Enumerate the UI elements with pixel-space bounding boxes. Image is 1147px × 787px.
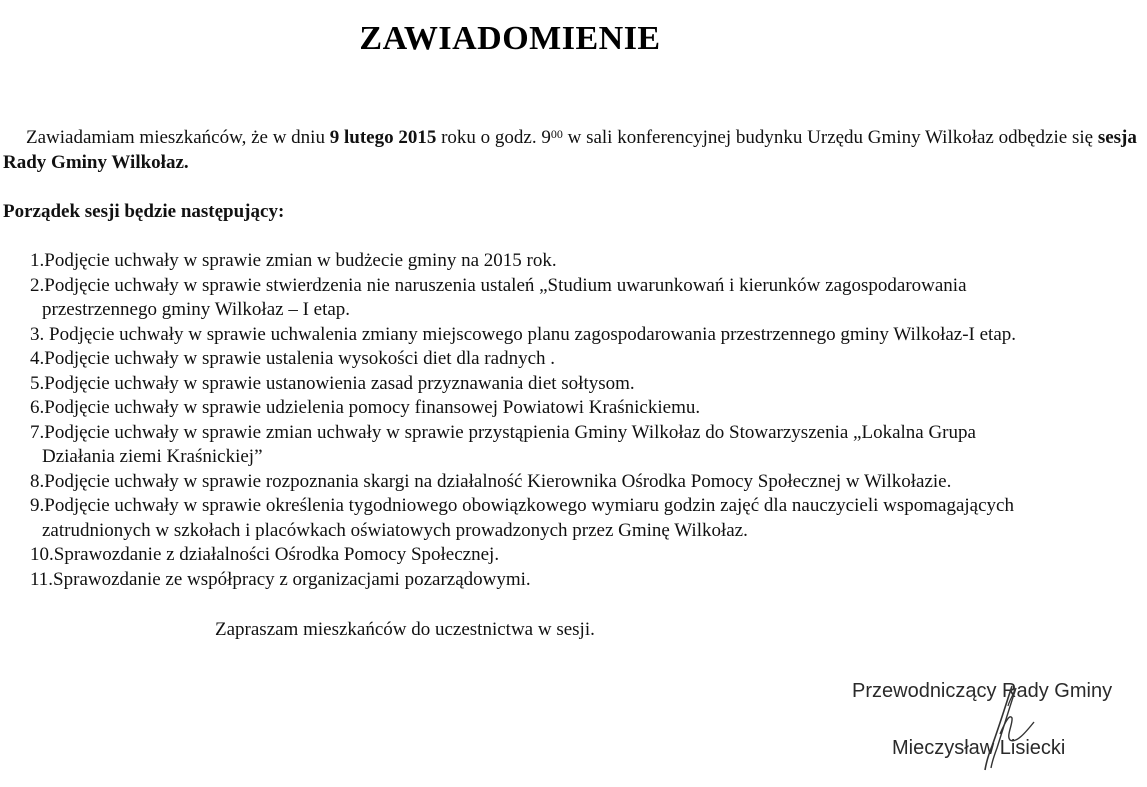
signatory-name: Mieczysław Lisiecki: [892, 737, 1066, 759]
agenda-item: [30, 421, 1145, 470]
agenda-item-text: 6.Podjęcie uchwały w sprawie udzielenia pomocy finansowej Powiatowi Kraśnickiemu.: [30, 397, 701, 418]
agenda-item-text: 1.Podjęcie uchwały w sprawie zmian w budżecie gminy na 2015 rok.: [30, 250, 557, 271]
agenda-item-continuation: Działania ziemi Kraśnickiej”: [42, 446, 263, 467]
agenda-item: [30, 470, 1145, 495]
agenda-heading: Porządek sesji będzie następujący:: [3, 201, 285, 222]
agenda-item-text: 5.Podjęcie uchwały w sprawie ustanowienia zasad przyznawania diet sołtysom.: [30, 372, 635, 394]
agenda-item: [30, 543, 1145, 568]
agenda-item: [30, 396, 1145, 421]
agenda-item: [30, 347, 1145, 372]
agenda-item: [30, 372, 1145, 397]
agenda-item-text: 10.Sprawozdanie z działalności Ośrodka Pomocy Społecznej.: [30, 544, 500, 565]
invitation-text: Zapraszam mieszkańców do uczestnictwa w sesji.: [215, 619, 595, 640]
agenda-item-text: 7.Podjęcie uchwały w sprawie zmian uchwały w sprawie przystąpienia Gminy Wilkołaz do Stowarzyszenia „Lokalna Grupa: [30, 421, 976, 443]
agenda-item: [30, 323, 1145, 348]
session-date: 9 lutego 2015: [329, 127, 437, 148]
session-time-minutes: 00: [550, 127, 563, 141]
agenda-item-text: 4.Podjęcie uchwały w sprawie ustalenia wysokości diet dla radnych .: [30, 348, 555, 369]
intro-paragraph: [3, 125, 1143, 175]
agenda-item-continuation: zatrudnionych w szkołach i placówkach oświatowych prowadzonych przez Gminę Wilkołaz.: [42, 519, 748, 541]
session-name: sesja Rady Gminy Wilkołaz.: [3, 127, 1137, 173]
agenda-item: [30, 274, 1145, 323]
agenda-item: [30, 568, 1145, 593]
signatory-role: Przewodniczący Rady Gminy: [852, 680, 1113, 702]
agenda-item: [30, 494, 1145, 543]
intro-text-3: w sali konferencyjnej budynku Urzędu Gminy Wilkołaz odbędzie się: [562, 127, 1098, 148]
agenda-item-text: 8.Podjęcie uchwały w sprawie rozpoznania skargi na działalność Kierownika Ośrodka Pomocy Społecznej w Wilkołazie.: [30, 470, 952, 492]
agenda-list: [30, 249, 1145, 592]
agenda-item-text: 9.Podjęcie uchwały w sprawie określenia tygodniowego obowiązkowego wymiaru godzin zajęć dla nauczycieli wspomagających: [30, 495, 1014, 516]
agenda-item-text: 3. Podjęcie uchwały w sprawie uchwalenia zmiany miejscowego planu zagospodarowania przestrzennego gminy Wilkołaz-I etap.: [30, 323, 1017, 345]
agenda-item-text: 2.Podjęcie uchwały w sprawie stwierdzenia nie naruszenia ustaleń „Studium uwarunkowań i kierunków zagospodarowania: [30, 274, 967, 296]
agenda-item: [30, 249, 1145, 274]
handwritten-signature-icon: [970, 684, 1050, 774]
agenda-item-text: 11.Sprawozdanie ze współpracy z organizacjami pozarządowymi.: [30, 568, 531, 590]
signature-block: [830, 676, 1147, 776]
intro-text-1: Zawiadamiam mieszkańców, że w dniu: [26, 127, 330, 148]
document-title: ZAWIADOMIENIE: [359, 20, 661, 57]
intro-text-2: roku o godz. 9: [436, 127, 551, 148]
agenda-item-continuation: przestrzennego gminy Wilkołaz – I etap.: [42, 299, 351, 320]
